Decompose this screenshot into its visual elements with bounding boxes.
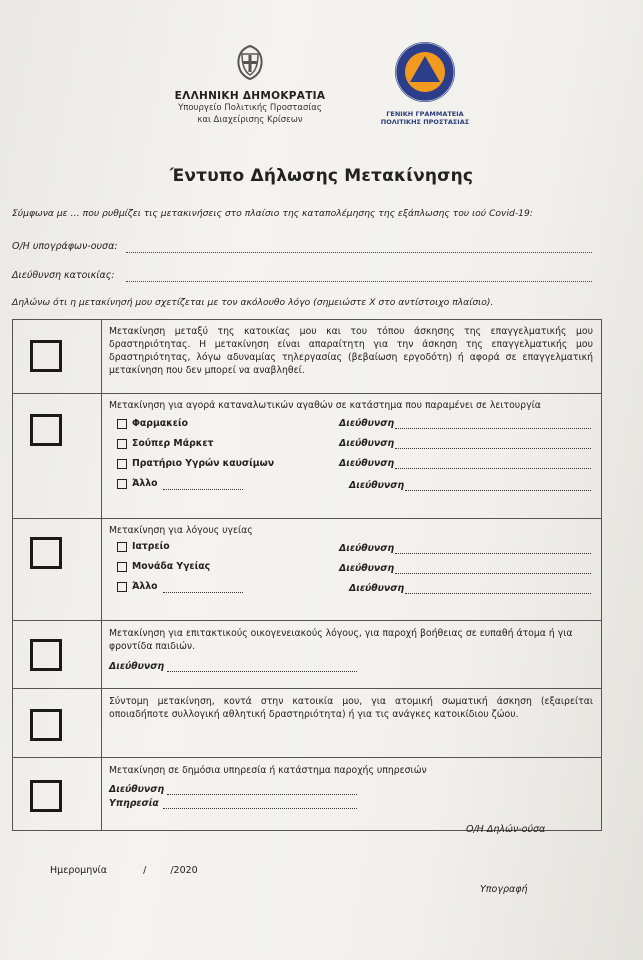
address-label-7: Διεύθυνση bbox=[349, 583, 405, 594]
reason-row-health bbox=[13, 518, 601, 621]
declarant-label: Ο/Η Δηλών-ούσα bbox=[466, 824, 546, 835]
reason-row-exercise bbox=[13, 688, 601, 758]
civil-protection-logo-icon bbox=[393, 40, 457, 104]
checkbox-icon[interactable] bbox=[117, 562, 127, 572]
option-doctor-label: Ιατρείο bbox=[132, 541, 170, 552]
reason-checkbox-public-service[interactable] bbox=[30, 780, 62, 812]
address-label-9: Διεύθυνση bbox=[109, 784, 165, 795]
ministry-line-2: και Διαχείρισης Κρίσεων bbox=[197, 115, 303, 125]
address-label-1: Διεύθυνση bbox=[339, 418, 395, 429]
checkbox-icon[interactable] bbox=[117, 459, 127, 469]
ministry-line-1: Υπουργείο Πολιτικής Προστασίας bbox=[178, 103, 322, 113]
address-field-4[interactable] bbox=[405, 490, 591, 491]
row-divider bbox=[101, 394, 102, 519]
address-label-6: Διεύθυνση bbox=[339, 563, 395, 574]
reason-text-shopping: Μετακίνηση για αγορά καταναλωτικών αγαθών σε κατάστημα που παραμένει σε λειτουργία bbox=[109, 400, 541, 411]
checkbox-icon[interactable] bbox=[117, 439, 127, 449]
option-other-shop[interactable] bbox=[117, 478, 158, 489]
option-other-shop-label: Άλλο bbox=[132, 478, 158, 489]
date-year: /2020 bbox=[170, 865, 198, 876]
other-shop-field[interactable] bbox=[163, 489, 243, 490]
reason-row-public-service bbox=[13, 757, 601, 831]
reason-checkbox-health[interactable] bbox=[30, 537, 62, 569]
secretariat-line-1: ΓΕΝΙΚΗ ΓΡΑΜΜΑΤΕΙΑ bbox=[386, 110, 464, 118]
address-label-3: Διεύθυνση bbox=[339, 458, 395, 469]
option-doctor[interactable] bbox=[117, 541, 170, 552]
secretariat-line-2: ΠΟΛΙΤΙΚΗΣ ΠΡΟΣΤΑΣΙΑΣ bbox=[380, 118, 470, 126]
form-title: Έντυπο Δήλωσης Μετακίνησης bbox=[169, 166, 474, 186]
row-divider bbox=[101, 519, 102, 621]
greek-emblem-icon bbox=[233, 44, 267, 80]
reason-text-public-service: Μετακίνηση σε δημόσια υπηρεσία ή κατάστημα παροχής υπηρεσιών bbox=[109, 765, 427, 776]
declaration-text: Δηλώνω ότι η μετακίνησή μου σχετίζεται με τον ακόλουθο λόγο (σημειώστε Χ στο αντίστοιχο πλαίσιο). bbox=[12, 297, 494, 308]
option-supermarket-label: Σούπερ Μάρκετ bbox=[132, 438, 214, 449]
checkbox-icon[interactable] bbox=[117, 582, 127, 592]
option-other-health[interactable] bbox=[117, 581, 158, 592]
row-divider bbox=[101, 758, 102, 831]
address-field-8[interactable] bbox=[167, 671, 357, 672]
reason-text-family: Μετακίνηση για επιτακτικούς οικογενειακούς λόγους, για παροχή βοήθειας σε ευπαθή άτομα ή για φροντίδα παιδιών. bbox=[109, 628, 573, 652]
reason-row-family bbox=[13, 620, 601, 689]
intro-text: Σύμφωνα με … που ρυθμίζει τις μετακινήσεις στο πλαίσιο της καταπολέμησης της εξάπλωσης του ιού Covid-19: bbox=[12, 208, 533, 219]
header-right bbox=[380, 40, 470, 126]
address-field-9[interactable] bbox=[167, 794, 357, 795]
address-field-3[interactable] bbox=[395, 468, 591, 469]
address-field-5[interactable] bbox=[395, 553, 591, 554]
reason-text-work: Μετακίνηση μεταξύ της κατοικίας μου και του τόπου άσκησης της επαγγελματικής μου δραστηριότητας. Η μετακίνηση είναι απαραίτητη για την άσκηση της επαγγελματικής μου δραστηριότητας, λόγω αδυναμίας τηλεργασίας (βεβαίωση εργοδότη) ή αφορά σε επαγγελματική μετακίνηση που δεν μπορεί να αναβληθεί. bbox=[109, 326, 593, 376]
service-field[interactable] bbox=[163, 808, 357, 809]
header-left bbox=[150, 44, 350, 126]
reasons-table bbox=[12, 319, 602, 831]
row-divider bbox=[101, 689, 102, 758]
date-separator: / bbox=[143, 865, 147, 876]
republic-title: ΕΛΛΗΝΙΚΗ ΔΗΜΟΚΡΑΤΙΑ bbox=[174, 90, 326, 102]
signer-field[interactable] bbox=[126, 252, 592, 253]
reason-checkbox-work[interactable] bbox=[30, 340, 62, 372]
checkbox-icon[interactable] bbox=[117, 542, 127, 552]
checkbox-icon[interactable] bbox=[117, 419, 127, 429]
option-pharmacy-label: Φαρμακείο bbox=[132, 418, 188, 429]
reason-text-health: Μετακίνηση για λόγους υγείας bbox=[109, 525, 253, 536]
reason-checkbox-shopping[interactable] bbox=[30, 414, 62, 446]
option-fuel-station-label: Πρατήριο Υγρών καυσίμων bbox=[132, 458, 275, 469]
checkbox-icon[interactable] bbox=[117, 479, 127, 489]
address-field-7[interactable] bbox=[405, 593, 591, 594]
signer-label: Ο/Η υπογράφων-ουσα: bbox=[12, 241, 118, 252]
option-health-unit[interactable] bbox=[117, 561, 210, 572]
other-health-field[interactable] bbox=[163, 592, 243, 593]
row-divider bbox=[101, 621, 102, 689]
reason-row-work bbox=[13, 320, 601, 393]
reason-checkbox-family[interactable] bbox=[30, 639, 62, 671]
address-label-5: Διεύθυνση bbox=[339, 543, 395, 554]
address-label-4: Διεύθυνση bbox=[349, 480, 405, 491]
option-health-unit-label: Μονάδα Υγείας bbox=[132, 561, 211, 572]
row-divider bbox=[101, 320, 102, 393]
reason-text-exercise: Σύντομη μετακίνηση, κοντά στην κατοικία μου, για ατομική σωματική άσκηση (εξαιρείται οποιαδήποτε συλλογική αθλητική δραστηριότητα) ή για τις ανάγκες κατοικίδιου ζώου. bbox=[109, 696, 593, 720]
option-supermarket[interactable] bbox=[117, 438, 213, 449]
option-fuel-station[interactable] bbox=[117, 458, 274, 469]
reason-row-shopping bbox=[13, 393, 601, 519]
address-field-1[interactable] bbox=[395, 428, 591, 429]
signature-label: Υπογραφή bbox=[480, 884, 528, 895]
reason-checkbox-exercise[interactable] bbox=[30, 709, 62, 741]
address-label: Διεύθυνση κατοικίας: bbox=[12, 270, 115, 281]
address-field[interactable] bbox=[126, 281, 592, 282]
service-label: Υπηρεσία bbox=[109, 798, 159, 809]
date-block bbox=[50, 865, 198, 876]
address-field-6[interactable] bbox=[395, 573, 591, 574]
address-label-8: Διεύθυνση bbox=[109, 661, 165, 672]
address-label-2: Διεύθυνση bbox=[339, 438, 395, 449]
option-pharmacy[interactable] bbox=[117, 418, 188, 429]
date-label: Ημερομηνία bbox=[50, 865, 108, 876]
address-field-2[interactable] bbox=[395, 448, 591, 449]
option-other-health-label: Άλλο bbox=[132, 581, 158, 592]
